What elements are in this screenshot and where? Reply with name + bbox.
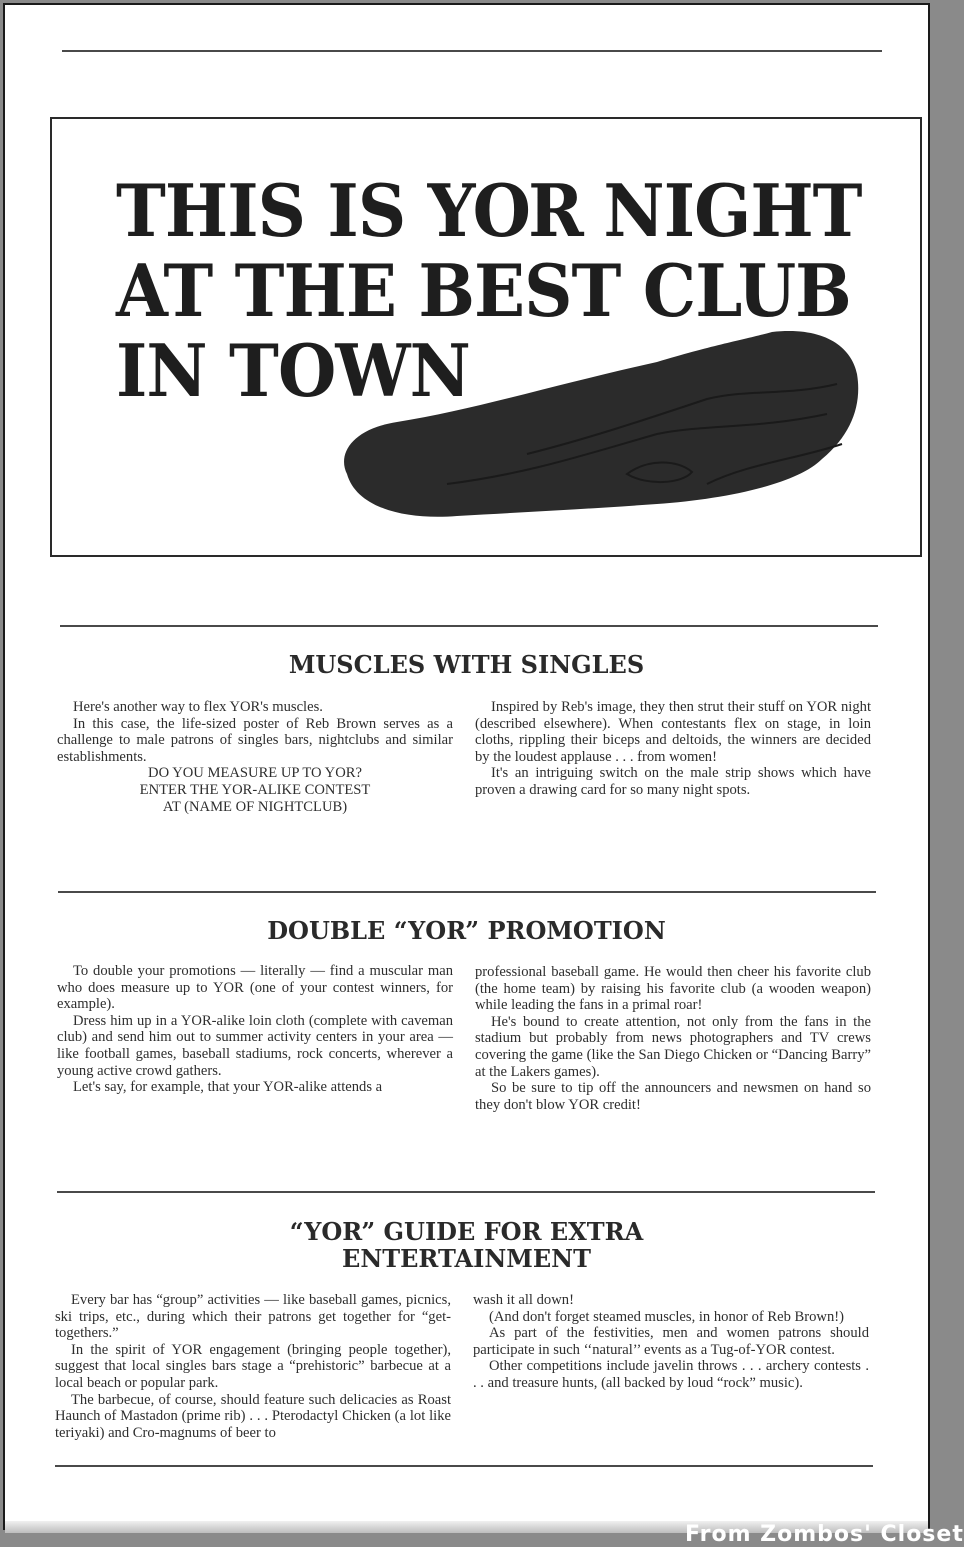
section-title-muscles: MUSCLES WITH SINGLES [288, 650, 645, 679]
callout-line: ENTER THE YOR-ALIKE CONTEST [139, 781, 371, 798]
paragraph: professional baseball game. He would then cheer his favorite club (the home team) by raising his favorite club (a wooden weapon) while leading the fans in a primal roar! [475, 964, 871, 1014]
section2-right-column [475, 964, 871, 1113]
callout-line: AT (NAME OF NIGHTCLUB) [162, 798, 348, 815]
callout-line: DO YOU MEASURE UP TO YOR? [148, 765, 362, 782]
section-rule-3 [57, 1191, 875, 1193]
paragraph: As part of the festivities, men and women patrons should participate in such ‘‘natural’’ events as a Tug-of-YOR contest. [473, 1325, 869, 1358]
paragraph: Let's say, for example, that your YOR-alike attends a [73, 1079, 383, 1096]
section-title-double-yor: DOUBLE “YOR” PROMOTION [267, 916, 666, 945]
paragraph: Here's another way to flex YOR's muscles. [73, 699, 323, 715]
paragraph: It's an intriguing switch on the male strip shows which have proven a drawing card for so many night spots. [475, 765, 871, 798]
paragraph: He's bound to create attention, not only from the fans in the stadium but probably from news photographers and TV crews covering the game (like the San Diego Chicken or “Dancing Barry” at the Lakers games). [475, 1013, 871, 1080]
section-title-guide [5, 1218, 928, 1272]
document-page [3, 3, 964, 1547]
paragraph: (And don't forget steamed muscles, in honor of Reb Brown!) [489, 1308, 844, 1325]
section3-left-column [55, 1292, 451, 1441]
paragraph: The barbecue, of course, should feature such delicacies as Roast Haunch of Mastadon (prime rib) . . . Pterodactyl Chicken (a lot like teriyaki) and Cro-magnums of beer to [55, 1391, 451, 1441]
section2-left-column [57, 963, 453, 1096]
paragraph: Other competitions include javelin throws . . . archery contests . . . and treasure hunts, (all backed by loud “rock” music). [473, 1358, 869, 1391]
paragraph: wash it all down! [473, 1292, 574, 1308]
hero-yor-word: YOR [427, 168, 582, 253]
section1-right-column [475, 699, 871, 799]
paragraph: To double your promotions — literally — find a muscular man who does measure up to YOR (one of your contest winners, for example). [57, 963, 453, 1013]
hero-line1-pre: THIS IS [116, 168, 428, 253]
watermark: From Zombos' Closet [685, 1522, 964, 1547]
section1-left-column [57, 699, 453, 815]
hero-banner [50, 117, 922, 557]
section-title-line: “YOR” GUIDE FOR EXTRA [289, 1217, 644, 1246]
paragraph: Every bar has “group” activities — like baseball games, picnics, ski trips, etc., during which their patrons get together for “get-togethers.” [55, 1292, 451, 1342]
hero-line1-post: NIGHT [581, 168, 862, 253]
section3-right-column [473, 1292, 869, 1392]
hero-line2: AT THE BEST CLUB [116, 248, 851, 333]
paragraph: In the spirit of YOR engagement (bringing people together), suggest that local singles bars stage a “prehistoric” barbecue at a local beach or popular park. [55, 1341, 451, 1391]
hero-line3: IN TOWN [116, 328, 470, 413]
section-rule-1 [60, 625, 878, 627]
paragraph: Dress him up in a YOR-alike loin cloth (complete with caveman club) and send him out to summer activity centers in your area — like football games, baseball stadiums, rock concerts, wherever a young active crowd gathers. [57, 1012, 453, 1079]
paragraph: So be sure to tip off the announcers and newsmen on hand so they don't blow YOR credit! [475, 1080, 871, 1113]
paragraph: In this case, the life-sized poster of Reb Brown serves as a challenge to male patrons of singles bars, nightclubs and similar establishments. [57, 715, 453, 765]
caveman-club-icon [327, 334, 867, 524]
bottom-rule [55, 1465, 873, 1467]
paragraph: Inspired by Reb's image, they then strut their stuff on YOR night (described elsewhere). When contestants flex on stage, in loin cloths, rippling their biceps and deltoids, the winners are decided by the loudest applause . . . from women! [475, 699, 871, 765]
section-rule-2 [58, 891, 876, 893]
top-rule [62, 50, 882, 52]
section-title-line: ENTERTAINMENT [342, 1244, 591, 1273]
